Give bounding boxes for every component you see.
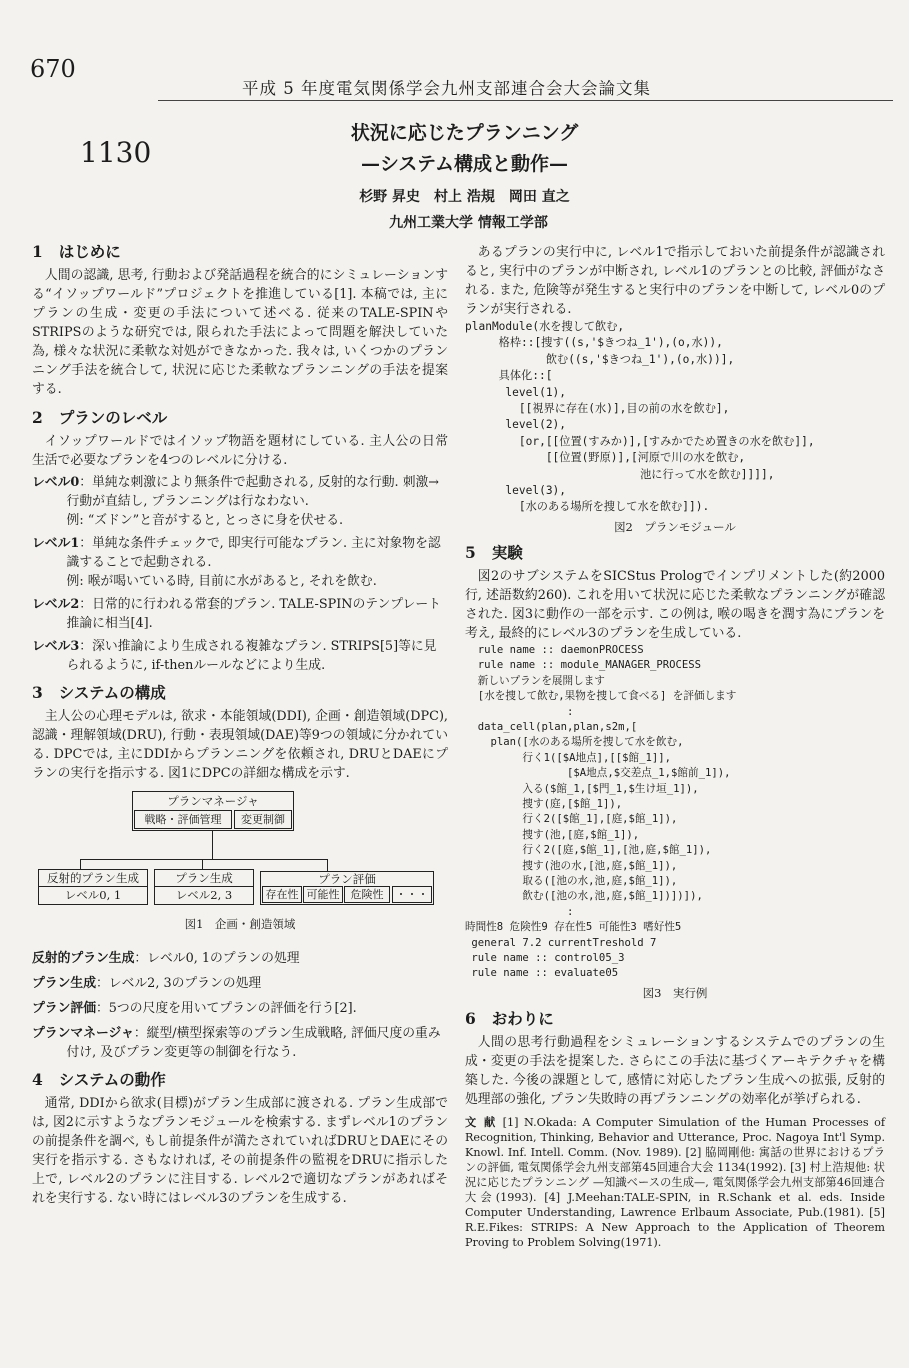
- connector-line: [327, 859, 328, 871]
- connector-line: [202, 859, 203, 869]
- page-number: 670: [30, 55, 76, 83]
- paper-id: 1130: [80, 136, 152, 169]
- connector-line: [80, 859, 81, 869]
- section-4-body: 通常, DDIから欲求(目標)がプラン生成部に渡される. プラン生成部では, 図2に示すようなプランモジュールを検索する. まずレベル1のプランの前提条件を調べ, もし前提条件が満たされていればDRUとDAEにその実行を指示する. さもなければ, その前提条件の監視をDRUに指示した上で, レベル2のプランに注目する. レベル2で適切なプランがあればそれを実行する. ない時にはレベル3のプランを生成する.: [32, 1096, 448, 1206]
- figure-3-code: rule name :: daemonPROCESS rule name :: module_MANAGER_PROCESS 新しいプランを展開します [水を捜して飲む,果物を捜して食べる] を評価します : data_cell(plan,plan,s2m,[ plan([水のある場所を捜して水を飲む, 行く1([$A地点],[[$館_1]], [$A地点,$交差点_1,$館前_1]), 入る($館_1,[$門_1,$生け垣_1]), 捜す(庭,[$館_1]), 行く2([$館_1],[庭,$館_1]), 捜す(池,[庭,$館_1]), 行く2([庭,$館_1],[池,庭,$館_1]), 捜す(池の水,[池,庭,$館_1]), 取る([池の水,池,庭,$館_1]), 飲む([池の水,池,庭,$館_1])])]), : 時間性8 危険性9 存在性5 可能性3 嗜好性5 general 7.2 currentTreshold 7 rule name :: control05_3 rule name :: evaluate05: [465, 643, 737, 980]
- affiliation: 九州工業大学 情報工学部: [389, 215, 548, 231]
- section-3-body: 主人公の心理モデルは, 欲求・本能領域(DDI), 企画・創造領域(DPC), 認識・理解領域(DRU), 行動・表現領域(DAE)等9つの領域に分かれている. DPCでは, 主にDDIからプランニングを依頼され, DRUとDAEにプランの実行を指示する. 図1にDPCの詳細な構成を示す.: [32, 709, 448, 781]
- figure-2-code: planModule(水を捜して飲む, 格枠::[捜す((s,'$きつね_1'),(o,水)), 飲む((s,'$きつね_1'),(o,水))], 具体化::[ level(1), [[視界に存在(水)],目の前の水を飲む], level(2), [or,[[位置(すみか)],[すみかでため置きの水を飲む]], [[位置(野原)],[河原で川の水を飲む, 池に行って水を飲む]]]], level(3), [水のある場所を捜して水を飲む]]).: [465, 320, 815, 514]
- plan-manager-box: プランマネージャ: [132, 791, 294, 831]
- section-1-heading: 1 はじめに: [32, 242, 121, 261]
- section-6-heading: 6 おわりに: [465, 1008, 554, 1028]
- references: 文 献 [1] N.Okada: A Computer Simulation of the Human Processes of Recognition, Thinking, Behavior and Utterance, Proc. Nagoya Int'l Symp. Knowl. Inf. Intell. Comm. (Nov. 1989). [2] 脇岡剛他: 寓話の世界におけるプランの評価, 電気関係学会九州支部第45回連合大会 1134(1992). [3] 村上浩規他: 状況に応じたプランニング —知識ベースの生成—, 電気関係学会九州支部第46回連合大会(1993). [4] J.Meehan:TALE-SPIN, in R.Schank et al. eds. Inside Computer Understanding, Lawrence Erlbaum Associate, Pub.(1981). [5] R.E.Fikes: STRIPS: A New Approach to the Application of Theorem Proving to Problem Solving(1971).: [465, 1114, 885, 1249]
- definition-item: プランマネージャ：縦型/横型探索等のプラン生成戦略, 評価尺度の重み付け, 及びプラン変更等の制御を行なう.: [32, 1026, 441, 1060]
- eval-cell: 可能性: [303, 886, 343, 903]
- plan-generation-box: プラン生成 レベル2, 3: [154, 869, 254, 905]
- right-column: [465, 243, 885, 1250]
- section-2-heading: 2 プランのレベル: [32, 408, 168, 427]
- section-3-heading: 3 システムの構成: [32, 683, 166, 702]
- definitions: [32, 949, 448, 1062]
- section-4-body-continued: あるプランの実行中に, レベル1で指示しておいた前提条件が認識されると, 実行中のプランが中断され, レベル1のプランとの比較, 評価がなされる. また, 危険等が発生すると実行中のプランを中断して, レベル0のプランが実行される.: [465, 245, 885, 317]
- section-1-body: 人間の認識, 思考, 行動および発話過程を統合的にシミュレーションする“イソップワールド”プロジェクトを推進している[1]. 本稿では, 主にプランの生成・変更の手法について述べる. 従来のTALE-SPINやSTRIPSのような研究では, 限られた手法によって問題を解決していた為, 様々な状況に柔軟な対処ができなかった. 我々は, いくつかのプランニング手法を統合して, 状況に応じた柔軟なプランニングの手法を提案する.: [32, 268, 448, 397]
- connector-line: [80, 859, 328, 860]
- definition-item: プラン評価：5つの尺度を用いてプランの評価を行う[2].: [32, 1001, 357, 1016]
- change-control-cell: 変更制御: [234, 810, 292, 829]
- level-3: レベル3：深い推論により生成される複雑なプラン. STRIPS[5]等に見られるように, if-thenルールなどにより生成.: [32, 639, 437, 673]
- figure-3-caption: 図3 実行例: [642, 985, 708, 1000]
- authors: 杉野 昇史 村上 浩規 岡田 直之: [359, 189, 570, 205]
- section-4-heading: 4 システムの動作: [32, 1070, 166, 1089]
- eval-cell: 危険性: [344, 886, 390, 903]
- header-rule: [158, 100, 893, 101]
- eval-cell: ・・・: [392, 886, 432, 903]
- section-5-heading: 5 実験: [465, 542, 523, 562]
- connector-line: [212, 831, 213, 859]
- level-2: レベル2：日常的に行われる常套的プラン. TALE-SPINのテンプレート推論に相当[4].: [32, 597, 441, 631]
- definition-item: プラン生成：レベル2, 3のプランの処理: [32, 976, 262, 991]
- reflex-plan-box: 反射的プラン生成 レベル0, 1: [38, 869, 148, 905]
- journal-title: 平成 5 年度電気関係学会九州支部連合会大会論文集: [242, 79, 651, 98]
- left-column: [32, 236, 448, 1208]
- eval-cell: 存在性: [262, 886, 302, 903]
- section-2-intro: イソップワールドではイソップ物語を題材にしている. 主人公の日常生活で必要なプランを4つのレベルに分ける.: [32, 434, 448, 468]
- section-5-body: 図2のサブシステムをSICStus Prologでインプリメントした(約2000行, 述語数約260). これを用いて状況に応じた柔軟なプランニングが確認された. 図3に動作の一部を示す. この例は, 喉の喝きを潤す為にプランを考え, 最終的にレベル3のプランを生成している.: [465, 568, 885, 641]
- level-1: レベル1：単純な条件チェックで, 即実行可能なプラン. 主に対象物を認識することで起動される. 例: 喉が喝いている時, 目前に水があると, それを飲む.: [32, 536, 441, 589]
- figure-1-diagram: [32, 789, 448, 937]
- definition-item: 反射的プラン生成：レベル0, 1のプランの処理: [32, 951, 300, 966]
- paper-title: 状況に応じたプランニング: [350, 122, 579, 144]
- level-0: レベル0：単純な刺激により無条件で起動される, 反射的な行動. 刺激→行動が直結し, プランニングは行なわない. 例: “ズドン”と音がすると, とっさに身を伏せる.: [32, 475, 440, 528]
- figure-1-caption: 図1 企画・創造領域: [184, 917, 296, 931]
- section-6-body: 人間の思考行動過程をシミュレーションするシステムでのプランの生成・変更の手法を提案した. さらにこの手法に基づくアーキテクチャを構築した. 今後の課題として, 感情に対応したプラン生成への拡張, 反射的処理部の強化, プラン失敗時の再プランニングの効率化が挙げられる.: [465, 1034, 885, 1107]
- plan-evaluation-box: プラン評価: [260, 871, 434, 905]
- figure-2-caption: 図2 プランモジュール: [614, 519, 736, 534]
- paper-subtitle: —システム構成と動作—: [360, 153, 569, 175]
- strategy-cell: 戦略・評価管理: [134, 810, 232, 829]
